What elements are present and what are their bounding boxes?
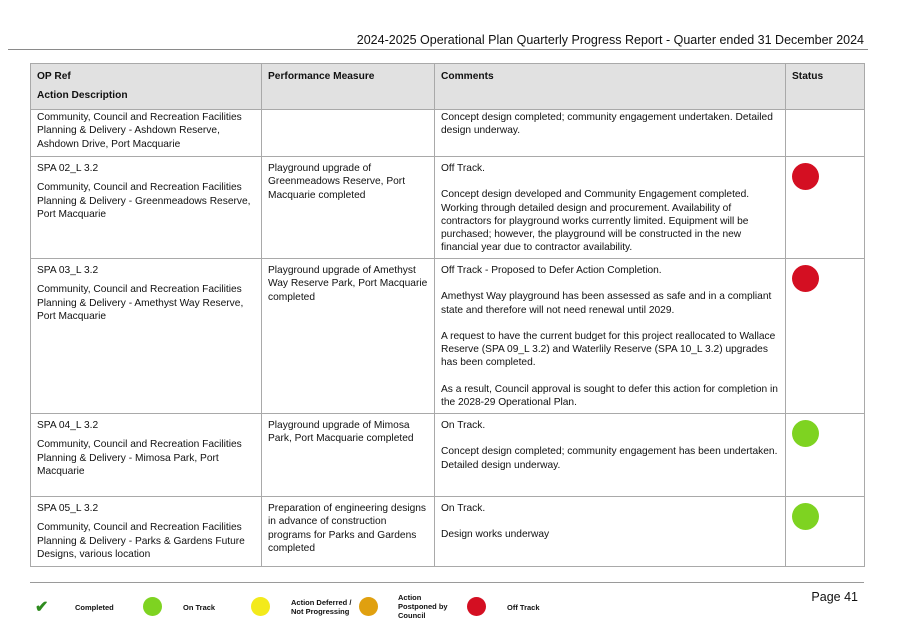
performance-measure: Playground upgrade of Mimosa Park, Port Macquarie completed <box>268 420 414 445</box>
performance-measure: Playground upgrade of Amethyst Way Reserve Park, Port Macquarie completed <box>268 265 428 303</box>
comment-paragraph: On Track. <box>441 420 486 431</box>
comment-paragraph: Off Track. <box>441 163 485 174</box>
performance-measure-cell <box>262 157 435 259</box>
action-description: Community, Council and Recreation Facilities Planning & Delivery - Parks & Gardens Future Designs, various location <box>37 522 245 560</box>
column-header-performance-measure: Performance Measure <box>262 64 435 110</box>
status-indicator-icon <box>792 265 819 292</box>
comment-paragraph: On Track. <box>441 503 486 514</box>
off-track-dot-icon <box>467 597 486 616</box>
comment-paragraph: As a result, Council approval is sought to defer this action for completion in the 2028-29 Operational Plan. <box>441 383 778 409</box>
column-header-status: Status <box>786 64 865 110</box>
status-cell <box>786 110 865 157</box>
header-divider <box>8 49 868 50</box>
deferred-dot-icon <box>251 597 270 616</box>
column-header-comments: Comments <box>435 64 786 110</box>
op-ref-cell <box>31 497 262 567</box>
table-row <box>31 414 865 497</box>
comment-paragraph: Amethyst Way playground has been assessed as safe and in a compliant state and therefore will not need renewal until 2029. <box>441 291 772 316</box>
performance-measure-cell <box>262 497 435 567</box>
performance-measure: Playground upgrade of Greenmeadows Reserve, Port Macquarie completed <box>268 163 406 201</box>
page-number: Page 41 <box>811 590 858 604</box>
comment-paragraph: Concept design completed; community engagement has been undertaken. Detailed design underway. <box>441 446 778 471</box>
comment-paragraph: Off Track - Proposed to Defer Action Completion. <box>441 265 662 276</box>
op-ref-cell <box>31 157 262 259</box>
table-row <box>31 497 865 567</box>
comment-paragraph: Concept design developed and Community Engagement completed. Working through detailed design and procurement. Availability of contractors for playground works currently limited. Equipment will be purchased; however, the playground will be constructed in the new financial year due to contractor availability. <box>441 189 750 254</box>
comments-cell <box>435 414 786 497</box>
legend-off-track-label: Off Track <box>507 603 540 612</box>
table-header-row <box>31 64 865 110</box>
performance-measure: Preparation of engineering designs in advance of construction programs for Parks and Gardens completed <box>268 503 427 554</box>
status-indicator-icon <box>792 420 819 447</box>
status-legend <box>0 592 600 632</box>
performance-measure-cell <box>262 110 435 157</box>
op-ref: SPA 04_L 3.2 <box>37 420 99 431</box>
comments-cell <box>435 110 786 157</box>
action-description: Community, Council and Recreation Facilities Planning & Delivery - Greenmeadows Reserve, Port Macquarie <box>37 182 251 220</box>
footer-divider <box>30 582 864 583</box>
legend-postponed-label: Action Postponed by Council <box>398 593 448 620</box>
comments-cell <box>435 157 786 259</box>
table-row <box>31 157 865 259</box>
comments-cell <box>435 259 786 414</box>
performance-measure-cell <box>262 259 435 414</box>
table-row <box>31 110 865 157</box>
op-ref-cell <box>31 259 262 414</box>
op-ref-cell <box>31 414 262 497</box>
on-track-dot-icon <box>143 597 162 616</box>
progress-table <box>30 63 865 567</box>
performance-measure-cell <box>262 414 435 497</box>
postponed-dot-icon <box>359 597 378 616</box>
op-ref: SPA 05_L 3.2 <box>37 503 99 514</box>
op-ref-cell <box>31 110 262 157</box>
comments-cell <box>435 497 786 567</box>
column-header-op-ref: OP Ref Action Description <box>31 64 262 110</box>
legend-on-track-label: On Track <box>183 603 216 612</box>
comment-paragraph: Concept design completed; community engagement undertaken. Detailed design underway. <box>441 112 773 137</box>
op-ref: SPA 02_L 3.2 <box>37 163 99 174</box>
status-indicator-icon <box>792 163 819 190</box>
page-header-title: 2024-2025 Operational Plan Quarterly Progress Report - Quarter ended 31 December 2024 <box>356 33 864 47</box>
status-cell <box>786 259 865 414</box>
comment-paragraph: A request to have the current budget for this project reallocated to Wallace Reserve (SPA 09_L 3.2) and Waterlily Reserve (SPA 10_L 3.2) upgrades has been completed. <box>441 330 776 369</box>
checkmark-icon: ✔ <box>35 599 49 616</box>
action-description: Community, Council and Recreation Facilities Planning & Delivery - Mimosa Park, Port Macquarie <box>37 439 242 477</box>
status-cell <box>786 414 865 497</box>
legend-deferred-label: Action Deferred / Not Progressing <box>291 598 352 616</box>
status-indicator-icon <box>792 503 819 530</box>
status-cell <box>786 157 865 259</box>
table-row <box>31 259 865 414</box>
status-cell <box>786 497 865 567</box>
action-description: Community, Council and Recreation Facilities Planning & Delivery - Amethyst Way Reserve, Port Macquarie <box>37 284 244 322</box>
comment-paragraph: Design works underway <box>441 529 550 541</box>
legend-completed-label: Completed <box>75 603 114 612</box>
action-description: Community, Council and Recreation Facilities Planning & Delivery - Ashdown Reserve, Ashdown Drive, Port Macquarie <box>37 112 242 150</box>
op-ref: SPA 03_L 3.2 <box>37 265 99 276</box>
